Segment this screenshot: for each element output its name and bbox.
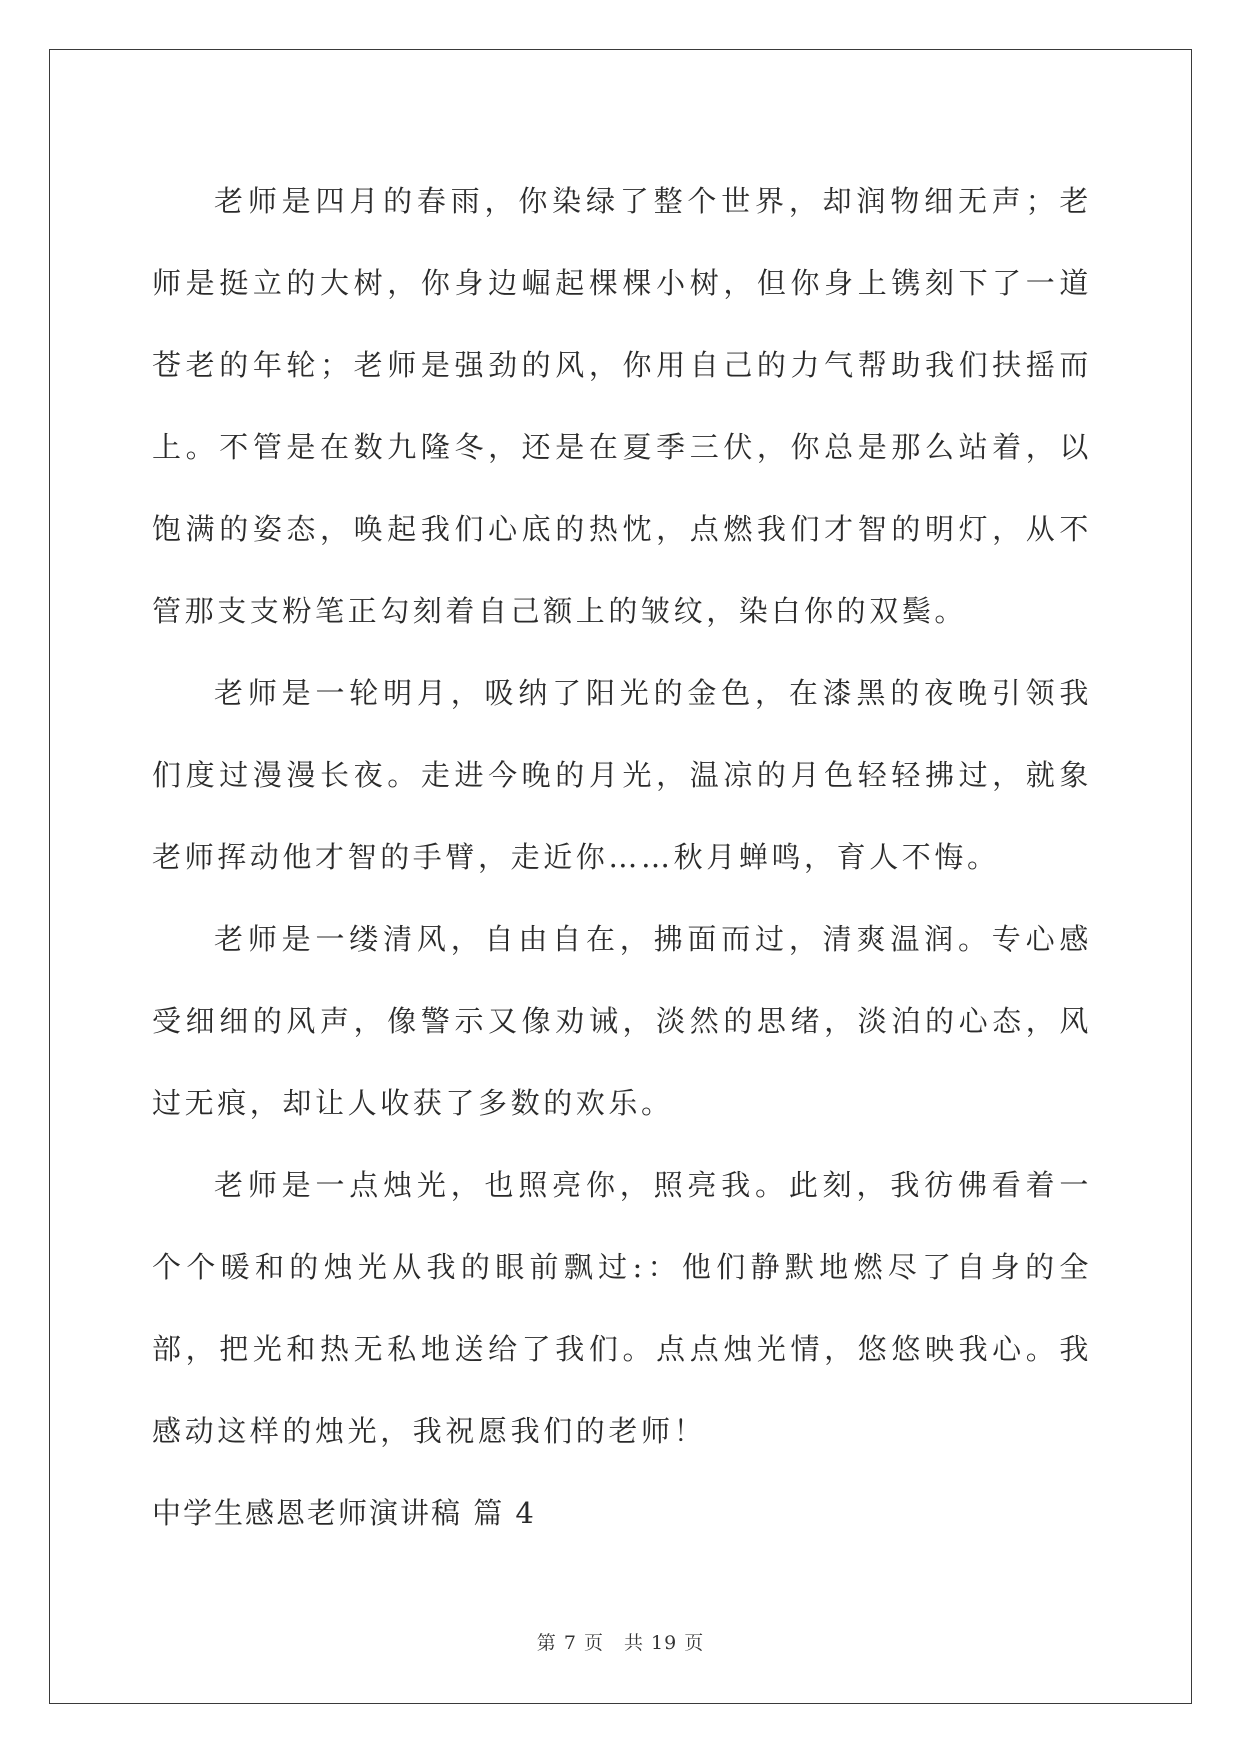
section-heading: 中学生感恩老师演讲稿 篇 4 <box>152 1496 536 1530</box>
paragraph-3: 老师是一缕清风，自由自在，拂面而过，清爽温润。专心感受细细的风声，像警示又像劝诫，淡然的思绪，淡泊的心态，风过无痕，却让人收获了多数的欢乐。 <box>152 922 1092 1120</box>
paragraph-4: 老师是一点烛光，也照亮你，照亮我。此刻，我彷佛看着一个个暖和的烛光从我的眼前飘过:：他们静默地燃尽了自身的全部，把光和热无私地送给了我们。点点烛光情，悠悠映我心。我感动这样的烛光，我祝愿我们的老师！ <box>152 1168 1092 1448</box>
document-body <box>152 160 1092 1554</box>
paragraph-2: 老师是一轮明月，吸纳了阳光的金色，在漆黑的夜晚引领我们度过漫漫长夜。走进今晚的月光，温凉的月色轻轻拂过，就象老师挥动他才智的手臂，走近你……秋月蝉鸣，育人不悔。 <box>152 676 1092 874</box>
paragraph-1: 老师是四月的春雨，你染绿了整个世界，却润物细无声；老师是挺立的大树，你身边崛起棵棵小树，但你身上镌刻下了一道苍老的年轮；老师是强劲的风，你用自己的力气帮助我们扶摇而上。不管是在数九隆冬，还是在夏季三伏，你总是那么站着，以饱满的姿态，唤起我们心底的热忱，点燃我们才智的明灯，从不管那支支粉笔正勾刻着自己额上的皱纹，染白你的双鬓。 <box>152 184 1092 628</box>
page-number-footer: 第 7 页 共 19 页 <box>536 1632 705 1654</box>
